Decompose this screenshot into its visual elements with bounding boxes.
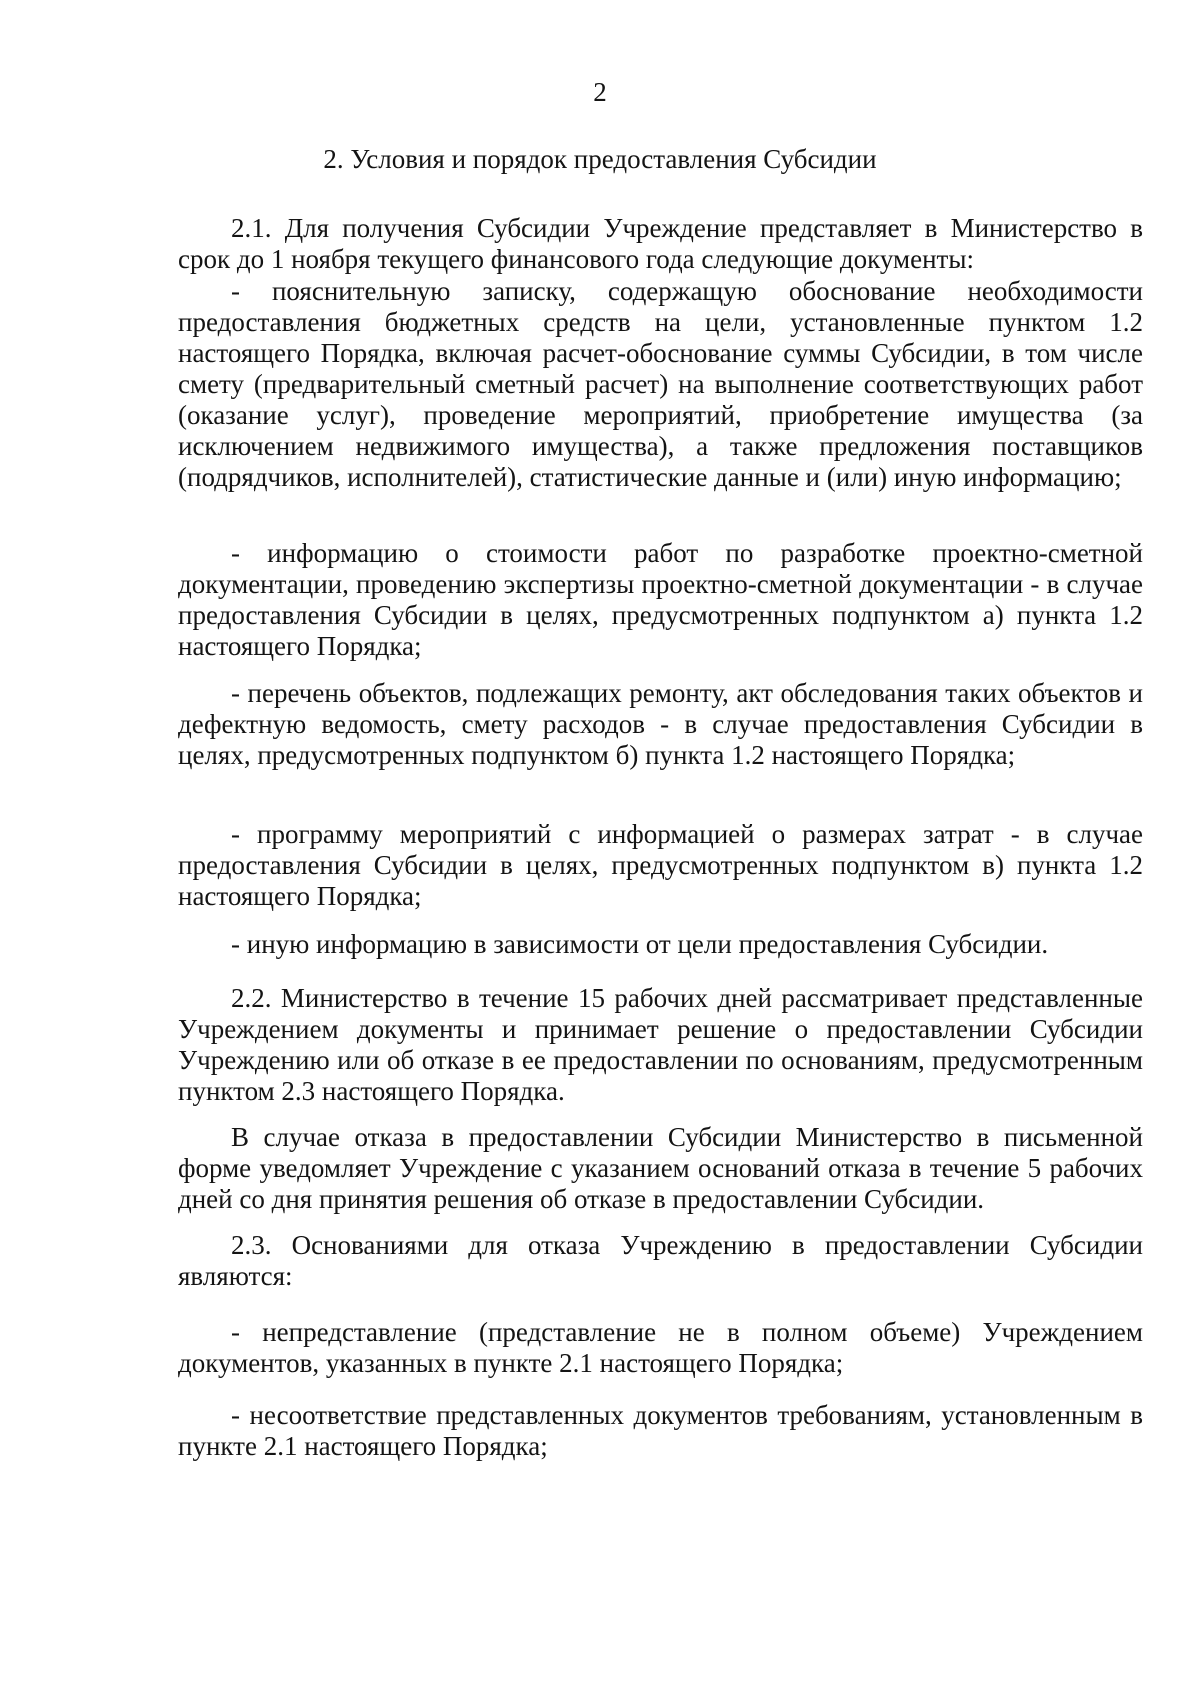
paragraph-2-2: 2.2. Министерство в течение 15 рабочих дней рассматривает представленные Учреждением документы и принимает решение о предоставлении Субсидии Учреждению или об отказе в ее предоставлении по основаниям, предусмотренным пунктом 2.3 настоящего Порядка. — [178, 983, 1143, 1106]
section-title: 2. Условия и порядок предоставления Субсидии — [323, 144, 877, 174]
paragraph-repair-objects: - перечень объектов, подлежащих ремонту, акт обследования таких объектов и дефектную ведомость, смету расходов - в случае предоставления Субсидии в целях, предусмотренных подпунктом б) пункта 1.2 настоящего Порядка; — [178, 678, 1143, 770]
paragraph-non-submission: - непредставление (представление не в полном объеме) Учреждением документов, указанных в пункте 2.1 настоящего Порядка; — [178, 1317, 1143, 1378]
paragraph-cost-information: - информацию о стоимости работ по разработке проектно-сметной документации, проведению экспертизы проектно-сметной документации - в случае предоставления Субсидии в целях, предусмотренных подпунктом а) пункта 1.2 настоящего Порядка; — [178, 538, 1143, 661]
paragraph-program: - программу мероприятий с информацией о размерах затрат - в случае предоставления Субсидии в целях, предусмотренных подпунктом в) пункта 1.2 настоящего Порядка; — [178, 819, 1143, 911]
paragraph-other-info: - иную информацию в зависимости от цели предоставления Субсидии. — [231, 929, 1049, 959]
paragraph-explanatory-note: - пояснительную записку, содержащую обоснование необходимости предоставления бюджетных средств на цели, установленные пунктом 1.2 настоящего Порядка, включая расчет-обоснование суммы Субсидии, в том числе смету (предварительный сметный расчет) на выполнение соответствующих работ (оказание услуг), проведение мероприятий, приобретение имущества (за исключением недвижимого имущества), а также предложения поставщиков (подрядчиков, исполнителей), статистические данные и (или) иную информацию; — [178, 276, 1143, 492]
paragraph-2-3: 2.3. Основаниями для отказа Учреждению в предоставлении Субсидии являются: — [178, 1230, 1143, 1291]
page-number: 2 — [593, 77, 607, 107]
paragraph-refusal-notice: В случае отказа в предоставлении Субсидии Министерство в письменной форме уведомляет Учреждение с указанием оснований отказа в течение 5 рабочих дней со дня принятия решения об отказе в предоставлении Субсидии. — [178, 1122, 1143, 1214]
paragraph-2-1: 2.1. Для получения Субсидии Учреждение представляет в Министерство в срок до 1 ноября текущего финансового года следующие документы: — [178, 213, 1143, 274]
paragraph-non-compliance: - несоответствие представленных документов требованиям, установленным в пункте 2.1 настоящего Порядка; — [178, 1400, 1143, 1461]
